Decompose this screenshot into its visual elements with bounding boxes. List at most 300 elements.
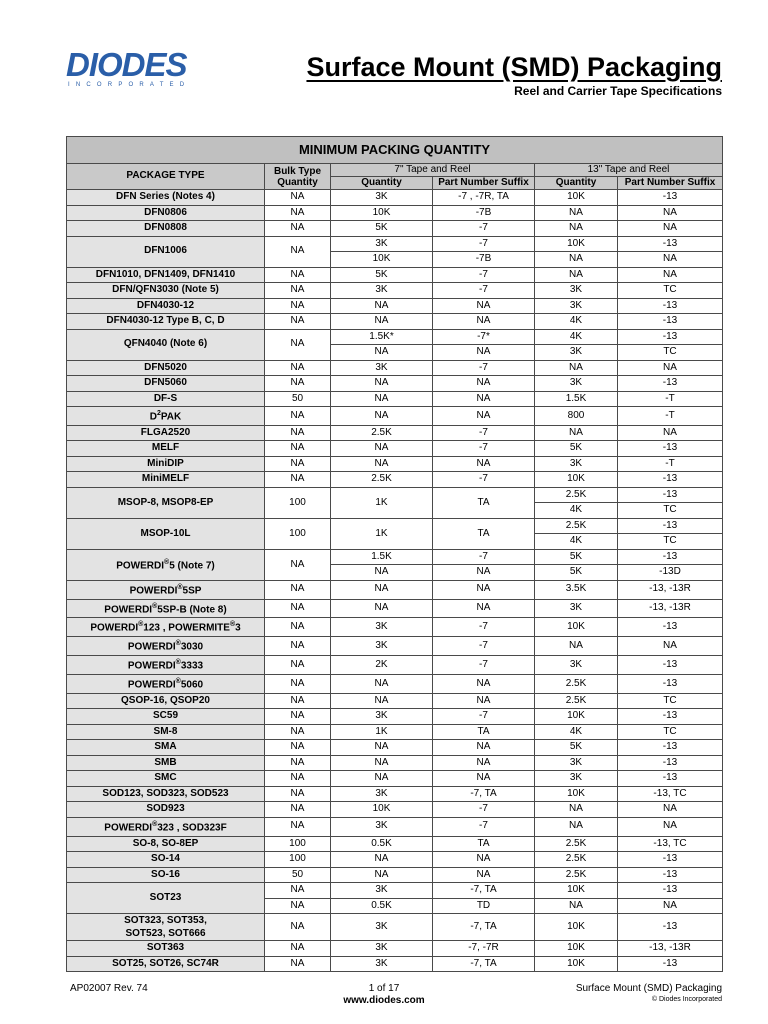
package-type-cell: DFN4030-12	[67, 298, 265, 314]
bulk-quantity-cell: NA	[265, 709, 331, 725]
package-type-cell: MiniMELF	[67, 472, 265, 488]
bulk-quantity-cell: NA	[265, 771, 331, 787]
reel7-quantity-cell: NA	[331, 565, 433, 581]
bulk-quantity-cell: NA	[265, 376, 331, 392]
reel13-suffix-cell: -13	[618, 314, 723, 330]
reel13-quantity-cell: 10K	[535, 956, 618, 972]
reel13-quantity-cell: 10K	[535, 786, 618, 802]
reel13-quantity-cell: NA	[535, 898, 618, 914]
bulk-quantity-cell: NA	[265, 817, 331, 836]
table-row	[67, 836, 723, 852]
header-package-type: PACKAGE TYPE	[67, 164, 265, 190]
table-row	[67, 674, 723, 693]
reel7-quantity-cell: NA	[331, 345, 433, 361]
bulk-quantity-cell: NA	[265, 441, 331, 457]
reel13-suffix-cell: -13, -13R	[618, 941, 723, 957]
reel13-suffix-cell: -13	[618, 674, 723, 693]
table-row	[67, 941, 723, 957]
reel13-quantity-cell: 2.5K	[535, 518, 618, 534]
reel7-quantity-cell: 2.5K	[331, 425, 433, 441]
table-row	[67, 407, 723, 426]
package-type-cell: SMB	[67, 755, 265, 771]
reel7-suffix-cell: -7	[433, 360, 535, 376]
reel7-quantity-cell: NA	[331, 852, 433, 868]
package-type-cell: DFN1006	[67, 236, 265, 267]
package-type-cell: POWERDI®5SP-B (Note 8)	[67, 599, 265, 618]
reel13-quantity-cell: 4K	[535, 503, 618, 519]
reel13-quantity-cell: 4K	[535, 534, 618, 550]
reel13-quantity-cell: 10K	[535, 941, 618, 957]
table-row	[67, 221, 723, 237]
header-bulk-quantity: Bulk Type Quantity	[265, 164, 331, 190]
table-row	[67, 580, 723, 599]
reel13-suffix-cell: -13D	[618, 565, 723, 581]
header-13-inch-reel: 13" Tape and Reel	[535, 164, 723, 177]
reel13-suffix-cell: -13	[618, 709, 723, 725]
package-type-cell: POWERDI®3333	[67, 656, 265, 675]
package-type-cell: SO-16	[67, 867, 265, 883]
package-type-cell: SOD923	[67, 802, 265, 818]
reel13-quantity-cell: 3K	[535, 456, 618, 472]
bulk-quantity-cell: NA	[265, 267, 331, 283]
package-type-cell: SOD123, SOD323, SOD523	[67, 786, 265, 802]
logo-subtext: INCORPORATED	[68, 82, 191, 88]
reel7-quantity-cell: 3K	[331, 283, 433, 299]
bulk-quantity-cell: 100	[265, 487, 331, 518]
bulk-quantity-cell: NA	[265, 740, 331, 756]
package-type-cell: SOT363	[67, 941, 265, 957]
table-row	[67, 360, 723, 376]
table-row	[67, 487, 723, 503]
reel7-quantity-cell: 5K	[331, 221, 433, 237]
table-row	[67, 637, 723, 656]
bulk-quantity-cell: NA	[265, 580, 331, 599]
reel7-quantity-cell: NA	[331, 599, 433, 618]
reel13-suffix-cell: -13	[618, 236, 723, 252]
reel7-suffix-cell: TA	[433, 724, 535, 740]
reel13-suffix-cell: NA	[618, 252, 723, 268]
reel7-suffix-cell: TA	[433, 836, 535, 852]
reel13-suffix-cell: -13	[618, 656, 723, 675]
reel7-suffix-cell: -7	[433, 236, 535, 252]
package-type-cell: SO-14	[67, 852, 265, 868]
reel7-suffix-cell: -7, TA	[433, 883, 535, 899]
reel7-suffix-cell: -7	[433, 802, 535, 818]
package-type-cell: POWERDI®5 (Note 7)	[67, 549, 265, 580]
package-type-cell: $D^2PAK$	[67, 407, 265, 426]
reel13-suffix-cell: NA	[618, 360, 723, 376]
table-row	[67, 472, 723, 488]
package-type-cell: SMC	[67, 771, 265, 787]
reel7-suffix-cell: NA	[433, 755, 535, 771]
table-row	[67, 956, 723, 972]
reel7-suffix-cell: -7, TA	[433, 956, 535, 972]
table-row	[67, 518, 723, 534]
table-row	[67, 771, 723, 787]
reel7-quantity-cell: 3K	[331, 817, 433, 836]
bulk-quantity-cell: NA	[265, 205, 331, 221]
table-row	[67, 329, 723, 345]
footer-doc-title: Surface Mount (SMD) Packaging	[575, 983, 722, 994]
reel7-quantity-cell: 3K	[331, 709, 433, 725]
reel13-suffix-cell: -13	[618, 441, 723, 457]
reel7-quantity-cell: NA	[331, 867, 433, 883]
bulk-quantity-cell: NA	[265, 914, 331, 941]
reel13-quantity-cell: 10K	[535, 236, 618, 252]
reel7-suffix-cell: -7	[433, 817, 535, 836]
package-type-cell: DFN5060	[67, 376, 265, 392]
package-type-cell: POWERDI®3030	[67, 637, 265, 656]
reel13-quantity-cell: 10K	[535, 190, 618, 206]
reel7-suffix-cell: NA	[433, 599, 535, 618]
table-row	[67, 314, 723, 330]
table-title: MINIMUM PACKING QUANTITY	[67, 137, 723, 164]
bulk-quantity-cell: NA	[265, 456, 331, 472]
reel7-quantity-cell: NA	[331, 740, 433, 756]
footer-website-link[interactable]: www.diodes.com	[343, 995, 425, 1006]
header-13-quantity: Quantity	[535, 177, 618, 190]
reel13-suffix-cell: -13	[618, 618, 723, 637]
reel7-quantity-cell: 3K	[331, 618, 433, 637]
bulk-quantity-cell: NA	[265, 314, 331, 330]
bulk-quantity-cell: NA	[265, 360, 331, 376]
reel7-quantity-cell: 1.5K	[331, 549, 433, 565]
reel7-suffix-cell: NA	[433, 674, 535, 693]
reel13-quantity-cell: NA	[535, 221, 618, 237]
reel13-quantity-cell: 10K	[535, 618, 618, 637]
reel13-quantity-cell: 3K	[535, 656, 618, 675]
reel7-suffix-cell: -7	[433, 618, 535, 637]
bulk-quantity-cell: NA	[265, 786, 331, 802]
bulk-quantity-cell: NA	[265, 190, 331, 206]
reel7-quantity-cell: NA	[331, 771, 433, 787]
reel7-quantity-cell: NA	[331, 314, 433, 330]
bulk-quantity-cell: NA	[265, 898, 331, 914]
reel13-quantity-cell: 2.5K	[535, 693, 618, 709]
table-row	[67, 599, 723, 618]
bulk-quantity-cell: NA	[265, 549, 331, 580]
reel13-quantity-cell: 3K	[535, 298, 618, 314]
reel13-suffix-cell: -13	[618, 883, 723, 899]
reel13-quantity-cell: NA	[535, 817, 618, 836]
reel7-suffix-cell: NA	[433, 345, 535, 361]
reel7-suffix-cell: NA	[433, 867, 535, 883]
bulk-quantity-cell: NA	[265, 802, 331, 818]
bulk-quantity-cell: NA	[265, 236, 331, 267]
packing-quantity-table	[66, 136, 723, 972]
bulk-quantity-cell: NA	[265, 329, 331, 360]
reel7-quantity-cell: 1K	[331, 518, 433, 549]
footer-copyright: © Diodes Incorporated	[651, 996, 722, 1003]
reel13-suffix-cell: TC	[618, 724, 723, 740]
package-type-cell: SC59	[67, 709, 265, 725]
reel13-quantity-cell: 3K	[535, 771, 618, 787]
table-row	[67, 883, 723, 899]
reel7-suffix-cell: -7	[433, 441, 535, 457]
reel7-suffix-cell: -7, -7R	[433, 941, 535, 957]
bulk-quantity-cell: NA	[265, 472, 331, 488]
reel13-suffix-cell: -13	[618, 329, 723, 345]
package-type-cell: DFN0808	[67, 221, 265, 237]
reel13-quantity-cell: 10K	[535, 472, 618, 488]
reel7-quantity-cell: NA	[331, 755, 433, 771]
reel7-suffix-cell: -7 , -7R, TA	[433, 190, 535, 206]
reel7-quantity-cell: 0.5K	[331, 836, 433, 852]
table-row	[67, 376, 723, 392]
reel13-quantity-cell: 3K	[535, 376, 618, 392]
package-type-cell: QSOP-16, QSOP20	[67, 693, 265, 709]
reel13-suffix-cell: -13	[618, 867, 723, 883]
reel7-suffix-cell: -7	[433, 637, 535, 656]
reel13-suffix-cell: -13	[618, 298, 723, 314]
reel13-quantity-cell: 3K	[535, 755, 618, 771]
reel13-suffix-cell: NA	[618, 898, 723, 914]
package-type-cell: DFN/QFN3030 (Note 5)	[67, 283, 265, 299]
package-type-cell: DFN Series (Notes 4)	[67, 190, 265, 206]
bulk-quantity-cell: 100	[265, 518, 331, 549]
reel7-quantity-cell: 0.5K	[331, 898, 433, 914]
reel13-quantity-cell: NA	[535, 360, 618, 376]
package-type-cell: POWERDI®5SP	[67, 580, 265, 599]
bulk-quantity-cell: NA	[265, 407, 331, 426]
table-row	[67, 914, 723, 941]
table-row	[67, 456, 723, 472]
reel7-quantity-cell: NA	[331, 298, 433, 314]
reel13-suffix-cell: NA	[618, 221, 723, 237]
reel7-quantity-cell: NA	[331, 391, 433, 407]
reel7-suffix-cell: -7B	[433, 252, 535, 268]
reel7-quantity-cell: 3K	[331, 941, 433, 957]
reel7-quantity-cell: NA	[331, 441, 433, 457]
reel13-suffix-cell: -13	[618, 852, 723, 868]
reel13-suffix-cell: NA	[618, 425, 723, 441]
table-row	[67, 786, 723, 802]
reel13-suffix-cell: -13, -13R	[618, 599, 723, 618]
bulk-quantity-cell: 100	[265, 836, 331, 852]
reel13-quantity-cell: 5K	[535, 441, 618, 457]
package-type-cell: POWERDI®123 , POWERMITE®3	[67, 618, 265, 637]
reel7-quantity-cell: 3K	[331, 914, 433, 941]
reel7-quantity-cell: 3K	[331, 883, 433, 899]
reel13-quantity-cell: 2.5K	[535, 852, 618, 868]
header-7-suffix: Part Number Suffix	[433, 177, 535, 190]
reel7-quantity-cell: 10K	[331, 205, 433, 221]
reel13-suffix-cell: TC	[618, 345, 723, 361]
reel13-quantity-cell: 10K	[535, 914, 618, 941]
package-type-cell: QFN4040 (Note 6)	[67, 329, 265, 360]
package-type-cell: MSOP-8, MSOP8-EP	[67, 487, 265, 518]
reel7-suffix-cell: -7, TA	[433, 786, 535, 802]
reel13-suffix-cell: -T	[618, 391, 723, 407]
bulk-quantity-cell: NA	[265, 283, 331, 299]
reel13-quantity-cell: 3K	[535, 599, 618, 618]
reel7-suffix-cell: -7, TA	[433, 914, 535, 941]
bulk-quantity-cell: NA	[265, 724, 331, 740]
reel7-suffix-cell: -7	[433, 283, 535, 299]
table-row	[67, 852, 723, 868]
reel7-suffix-cell: NA	[433, 298, 535, 314]
reel13-quantity-cell: NA	[535, 802, 618, 818]
bulk-quantity-cell: NA	[265, 941, 331, 957]
table-row	[67, 391, 723, 407]
reel7-quantity-cell: 3K	[331, 956, 433, 972]
reel13-suffix-cell: NA	[618, 817, 723, 836]
reel7-suffix-cell: -7	[433, 549, 535, 565]
reel13-quantity-cell: 4K	[535, 329, 618, 345]
reel7-suffix-cell: -7	[433, 267, 535, 283]
reel13-suffix-cell: -13	[618, 956, 723, 972]
table-row	[67, 755, 723, 771]
table-row	[67, 817, 723, 836]
reel7-quantity-cell: 10K	[331, 802, 433, 818]
reel13-suffix-cell: NA	[618, 802, 723, 818]
reel13-quantity-cell: 3K	[535, 283, 618, 299]
reel7-quantity-cell: 3K	[331, 360, 433, 376]
footer-page-number: 1 of 17	[368, 983, 400, 994]
header-7-inch-reel: 7" Tape and Reel	[331, 164, 535, 177]
table-row	[67, 190, 723, 206]
reel13-quantity-cell: 5K	[535, 565, 618, 581]
bulk-quantity-cell: NA	[265, 956, 331, 972]
table-row	[67, 283, 723, 299]
reel7-quantity-cell: 3K	[331, 786, 433, 802]
table-row	[67, 425, 723, 441]
reel13-suffix-cell: -13	[618, 190, 723, 206]
reel13-quantity-cell: 2.5K	[535, 836, 618, 852]
reel13-quantity-cell: 3.5K	[535, 580, 618, 599]
reel13-suffix-cell: TC	[618, 503, 723, 519]
reel7-suffix-cell: -7	[433, 709, 535, 725]
bulk-quantity-cell: NA	[265, 755, 331, 771]
reel7-quantity-cell: 3K	[331, 637, 433, 656]
reel13-quantity-cell: 4K	[535, 724, 618, 740]
reel7-quantity-cell: 1K	[331, 487, 433, 518]
package-type-cell: MSOP-10L	[67, 518, 265, 549]
bulk-quantity-cell: 50	[265, 867, 331, 883]
reel13-suffix-cell: -13, -13R	[618, 580, 723, 599]
reel13-suffix-cell: -13	[618, 740, 723, 756]
reel7-suffix-cell: TA	[433, 518, 535, 549]
reel7-quantity-cell: NA	[331, 407, 433, 426]
bulk-quantity-cell: NA	[265, 599, 331, 618]
table-row	[67, 549, 723, 565]
table-row	[67, 267, 723, 283]
reel7-suffix-cell: NA	[433, 580, 535, 599]
package-type-cell: DFN4030-12 Type B, C, D	[67, 314, 265, 330]
reel13-suffix-cell: -13	[618, 472, 723, 488]
package-type-cell: SM-8	[67, 724, 265, 740]
package-type-cell: DFN0806	[67, 205, 265, 221]
reel13-suffix-cell: NA	[618, 267, 723, 283]
package-type-cell: SO-8, SO-8EP	[67, 836, 265, 852]
table-row	[67, 236, 723, 252]
reel13-quantity-cell: 4K	[535, 314, 618, 330]
footer-doc-number: AP02007 Rev. 74	[70, 983, 148, 994]
reel7-quantity-cell: NA	[331, 376, 433, 392]
reel13-quantity-cell: 2.5K	[535, 674, 618, 693]
reel13-quantity-cell: 2.5K	[535, 487, 618, 503]
package-type-cell: FLGA2520	[67, 425, 265, 441]
reel13-suffix-cell: TC	[618, 534, 723, 550]
reel7-suffix-cell: NA	[433, 314, 535, 330]
reel13-suffix-cell: -T	[618, 456, 723, 472]
bulk-quantity-cell: NA	[265, 693, 331, 709]
table-row	[67, 740, 723, 756]
table-row	[67, 298, 723, 314]
reel7-quantity-cell: 10K	[331, 252, 433, 268]
reel7-quantity-cell: 1K	[331, 724, 433, 740]
bulk-quantity-cell: 100	[265, 852, 331, 868]
package-type-cell: SOT23	[67, 883, 265, 914]
package-type-cell: DFN1010, DFN1409, DFN1410	[67, 267, 265, 283]
package-type-cell: SOT323, SOT353, SOT523, SOT666	[67, 914, 265, 941]
reel13-quantity-cell: 5K	[535, 549, 618, 565]
logo-word: DIODES	[66, 46, 187, 83]
reel7-quantity-cell: NA	[331, 456, 433, 472]
bulk-quantity-cell: NA	[265, 221, 331, 237]
page-subtitle: Reel and Carrier Tape Specifications	[514, 84, 722, 98]
reel13-quantity-cell: NA	[535, 267, 618, 283]
bulk-quantity-cell: NA	[265, 656, 331, 675]
reel7-suffix-cell: -7	[433, 656, 535, 675]
reel7-suffix-cell: -7B	[433, 205, 535, 221]
reel13-quantity-cell: 10K	[535, 883, 618, 899]
reel13-suffix-cell: NA	[618, 637, 723, 656]
reel7-suffix-cell: TD	[433, 898, 535, 914]
header-7-quantity: Quantity	[331, 177, 433, 190]
reel7-suffix-cell: TA	[433, 487, 535, 518]
bulk-quantity-cell: NA	[265, 637, 331, 656]
reel13-quantity-cell: 10K	[535, 709, 618, 725]
reel13-suffix-cell: -13	[618, 771, 723, 787]
table-row	[67, 656, 723, 675]
reel13-suffix-cell: -13	[618, 376, 723, 392]
table-body	[67, 190, 723, 972]
reel13-suffix-cell: NA	[618, 205, 723, 221]
reel13-quantity-cell: 2.5K	[535, 867, 618, 883]
table-row	[67, 441, 723, 457]
package-type-cell: SMA	[67, 740, 265, 756]
bulk-quantity-cell: NA	[265, 618, 331, 637]
reel7-quantity-cell: 3K	[331, 236, 433, 252]
package-type-cell: MELF	[67, 441, 265, 457]
reel13-quantity-cell: NA	[535, 252, 618, 268]
reel13-quantity-cell: 5K	[535, 740, 618, 756]
reel7-suffix-cell: NA	[433, 740, 535, 756]
reel7-quantity-cell: NA	[331, 674, 433, 693]
reel13-suffix-cell: -13	[618, 549, 723, 565]
table-row	[67, 618, 723, 637]
table-row	[67, 693, 723, 709]
reel13-suffix-cell: TC	[618, 283, 723, 299]
header-13-suffix: Part Number Suffix	[618, 177, 723, 190]
reel7-suffix-cell: -7	[433, 472, 535, 488]
reel7-suffix-cell: NA	[433, 693, 535, 709]
reel7-suffix-cell: -7*	[433, 329, 535, 345]
table-row	[67, 709, 723, 725]
package-type-cell: DFN5020	[67, 360, 265, 376]
reel7-quantity-cell: 3K	[331, 190, 433, 206]
reel13-suffix-cell: -13	[618, 755, 723, 771]
package-type-cell: MiniDIP	[67, 456, 265, 472]
reel7-quantity-cell: 5K	[331, 267, 433, 283]
reel7-quantity-cell: 2.5K	[331, 472, 433, 488]
reel7-quantity-cell: 2K	[331, 656, 433, 675]
reel7-quantity-cell: NA	[331, 693, 433, 709]
table-row	[67, 802, 723, 818]
reel7-suffix-cell: NA	[433, 456, 535, 472]
reel13-suffix-cell: -13, TC	[618, 836, 723, 852]
